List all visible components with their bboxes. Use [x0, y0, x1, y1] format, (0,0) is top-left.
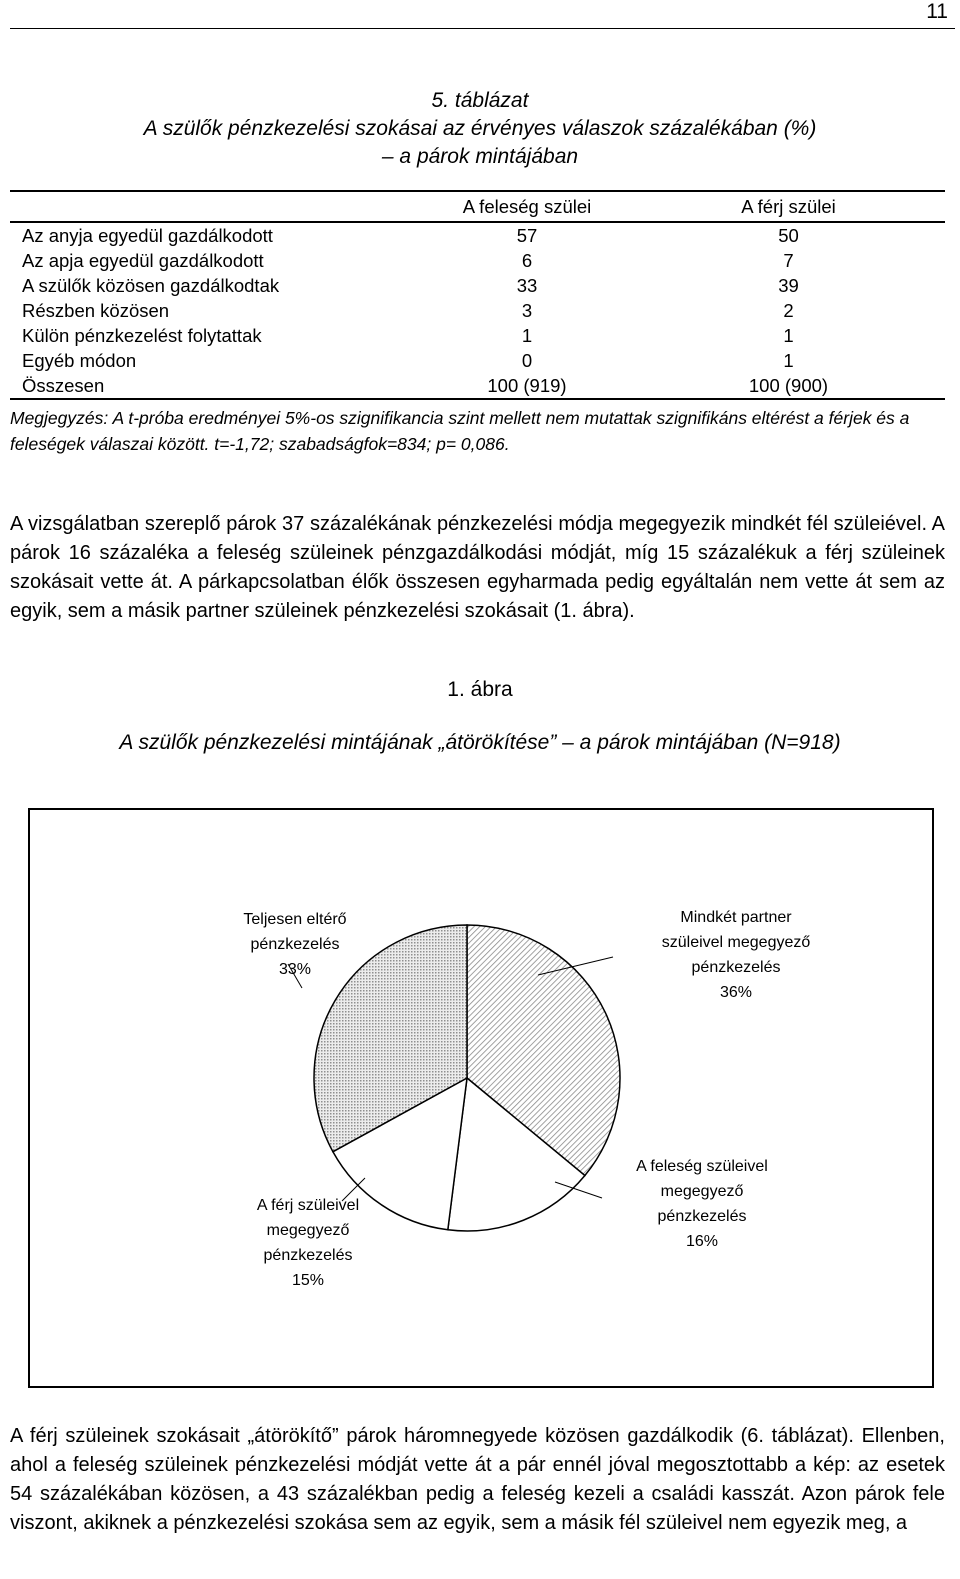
- table-row: [10, 222, 945, 248]
- table-row: [10, 298, 945, 323]
- table-header-husband: A férj szülei: [632, 191, 945, 222]
- row-wife-value: 100 (919): [422, 373, 632, 399]
- table-header-wife: A feleség szülei: [422, 191, 632, 222]
- slice-label-teljesen: Teljesen eltérő pénzkezelés 33%: [243, 911, 347, 978]
- row-husband-value: 50: [778, 225, 799, 246]
- header-rule: [10, 28, 955, 29]
- row-label: Külön pénzkezelést folytattak: [22, 325, 262, 346]
- table-row: [10, 248, 945, 273]
- table-row: [10, 348, 945, 373]
- table-caption-title: A szülők pénzkezelési szokásai az érvényes válaszok százalékában (%): [143, 117, 817, 140]
- table-header-label: [10, 191, 422, 222]
- slice-label-ferj: A férj szüleivel megegyező pénzkezelés 15%: [256, 1197, 360, 1289]
- row-husband-value: 7: [783, 250, 794, 271]
- table-row: [10, 323, 945, 348]
- slice-label-feleseg: A feleség szüleivel megegyező pénzkezelés 16%: [636, 1158, 768, 1250]
- table-caption: [0, 87, 960, 171]
- table-header-row: [10, 191, 945, 222]
- row-wife-value: 0: [521, 350, 533, 371]
- row-wife-value: 57: [516, 225, 538, 246]
- table-note: Megjegyzés: A t-próba eredményei 5%-os szignifikancia szint mellett nem mutattak szignifikáns eltérést a férjek és a feleségek válaszai között. t=-1,72; szabadságfok=834; p= 0,086.: [10, 408, 910, 454]
- table-caption-number: 5. táblázat: [431, 89, 529, 112]
- row-husband-value: 2: [783, 300, 794, 321]
- pie-chart: [28, 808, 934, 1388]
- figure-title: A szülők pénzkezelési mintájának „átörökítése” – a párok mintájában (N=918): [119, 731, 841, 754]
- table-row: [10, 273, 945, 298]
- page-number: 11: [926, 0, 948, 23]
- body-paragraph-1: A vizsgálatban szereplő párok 37 százalékának pénzkezelési módja megegyezik mindkét fél szüleiével. A párok 16 százaléka a feleség szüleinek pénzgazdálkodási módját, míg 15 százalékuk a férj szüleinek szokásait vette át. A párkapcsolatban élők összesen egyharmada pedig egyáltalán nem vette át sem az egyik, sem a másik partner szüleinek pénzkezelési szokásait (1. ábra).: [10, 513, 945, 622]
- pie-chart-svg: [30, 810, 932, 1386]
- table-row-total: [10, 373, 945, 399]
- row-husband-value: 1: [783, 325, 794, 346]
- data-table: [10, 190, 945, 400]
- row-husband-value: 39: [778, 275, 799, 296]
- row-label: Egyéb módon: [22, 350, 137, 371]
- body-paragraph-2: A férj szüleinek szokásait „átörökítő” párok háromnegyede közösen gazdálkodik (6. táblázat). Ellenben, ahol a feleség szüleinek pénzkezelési módját vette át a pár ennél jóval megosztottabb a kép: az esetek 54 százalékában közösen, a 43 százalékban pedig a feleség kezeli a családi kasszát. Azon párok fele viszont, akiknek a pénzkezelési szokása sem az egyik, sem a másik fél szüleivel nem egyezik meg, a: [10, 1425, 945, 1534]
- slice-label-mindket: Mindkét partner szüleivel megegyező pénzkezelés 36%: [661, 909, 811, 1001]
- table-caption-subtitle: – a párok mintájában: [381, 145, 579, 168]
- figure-label: 1. ábra: [447, 678, 513, 701]
- row-wife-value: 3: [521, 300, 533, 321]
- row-label: Az anyja egyedül gazdálkodott: [22, 225, 273, 246]
- row-label: Összesen: [10, 373, 422, 399]
- row-husband-value: 1: [783, 350, 794, 371]
- row-label: Az apja egyedül gazdálkodott: [22, 250, 264, 271]
- row-label: Részben közösen: [22, 300, 170, 321]
- row-husband-value: 100 (900): [632, 373, 945, 399]
- row-wife-value: 33: [516, 275, 538, 296]
- row-label: A szülők közösen gazdálkodtak: [22, 275, 280, 296]
- row-wife-value: 1: [521, 325, 533, 346]
- row-wife-value: 6: [521, 250, 533, 271]
